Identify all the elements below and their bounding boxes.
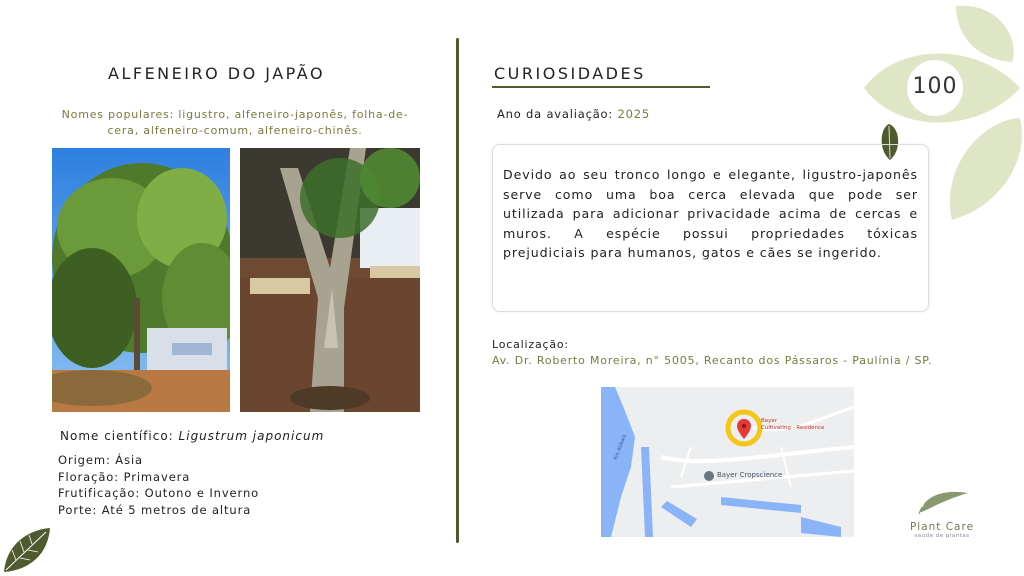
detail-origin: Origem: Ásia	[58, 453, 143, 467]
column-divider	[456, 38, 459, 543]
plant-care-logo-icon	[914, 487, 970, 519]
location-label: Localização:	[492, 338, 569, 351]
popular-names-label: Nomes populares:	[61, 108, 175, 121]
brand-tagline: saúde de plantas	[914, 533, 970, 539]
curiosity-text: Devido ao seu tronco longo e elegante, ligustro-japonês serve como uma boa cerca elevada que pode ser utilizada para adicionar privacidade acima de cercas e muros. A espécie possui propriedades tóxicas prejudiciais para humanos, gatos e cães se ingerido.	[503, 167, 918, 260]
brand-name: Plant Care	[909, 521, 975, 533]
detail-size: Porte: Até 5 metros de altura	[58, 502, 252, 517]
place-marker-icon	[704, 471, 714, 481]
leaf-icon	[2, 526, 52, 574]
popular-names-line2: cera, alfeneiro-comum, alfeneiro-chinês.	[107, 124, 363, 137]
scientific-name-label: Nome científico:	[60, 429, 174, 443]
leaf-top-right	[956, 6, 1014, 62]
map-place-label: Bayer Cropscience	[717, 471, 783, 479]
plant-photo-full-tree	[52, 148, 230, 412]
popular-names	[40, 107, 430, 139]
scientific-name-value: Ligustrum japonicum	[178, 429, 325, 443]
location-map[interactable]	[601, 387, 854, 537]
plant-title: ALFENEIRO DO JAPÃO	[108, 64, 326, 83]
curiosity-card	[492, 144, 929, 312]
evaluation-year-value: 2025	[617, 107, 651, 121]
curiosities-title: CURIOSIDADES	[494, 64, 646, 83]
evaluation-year	[497, 107, 650, 121]
location-address: Av. Dr. Roberto Moreira, n° 5005, Recanto dos Pássaros - Paulínia / SP.	[492, 354, 933, 367]
location	[492, 337, 932, 369]
detail-flowering: Floração: Primavera	[58, 469, 191, 484]
plant-details	[58, 452, 358, 518]
evaluation-year-label: Ano da avaliação:	[497, 107, 614, 121]
evaluation-badge-number: 100	[912, 74, 958, 99]
title-underline	[492, 86, 710, 88]
plant-photo-trunk	[240, 148, 420, 412]
scientific-name	[60, 429, 324, 443]
detail-fruiting: Frutificação: Outono e Inverno	[58, 486, 260, 500]
popular-names-line1: ligustro, alfeneiro-japonês, folha-de-	[178, 108, 409, 121]
leaf-bottom	[950, 118, 1022, 220]
map-river-label: Rio Atibaia	[613, 433, 628, 462]
map-pin-label: Bayer Cultivating - Residence	[761, 418, 825, 431]
